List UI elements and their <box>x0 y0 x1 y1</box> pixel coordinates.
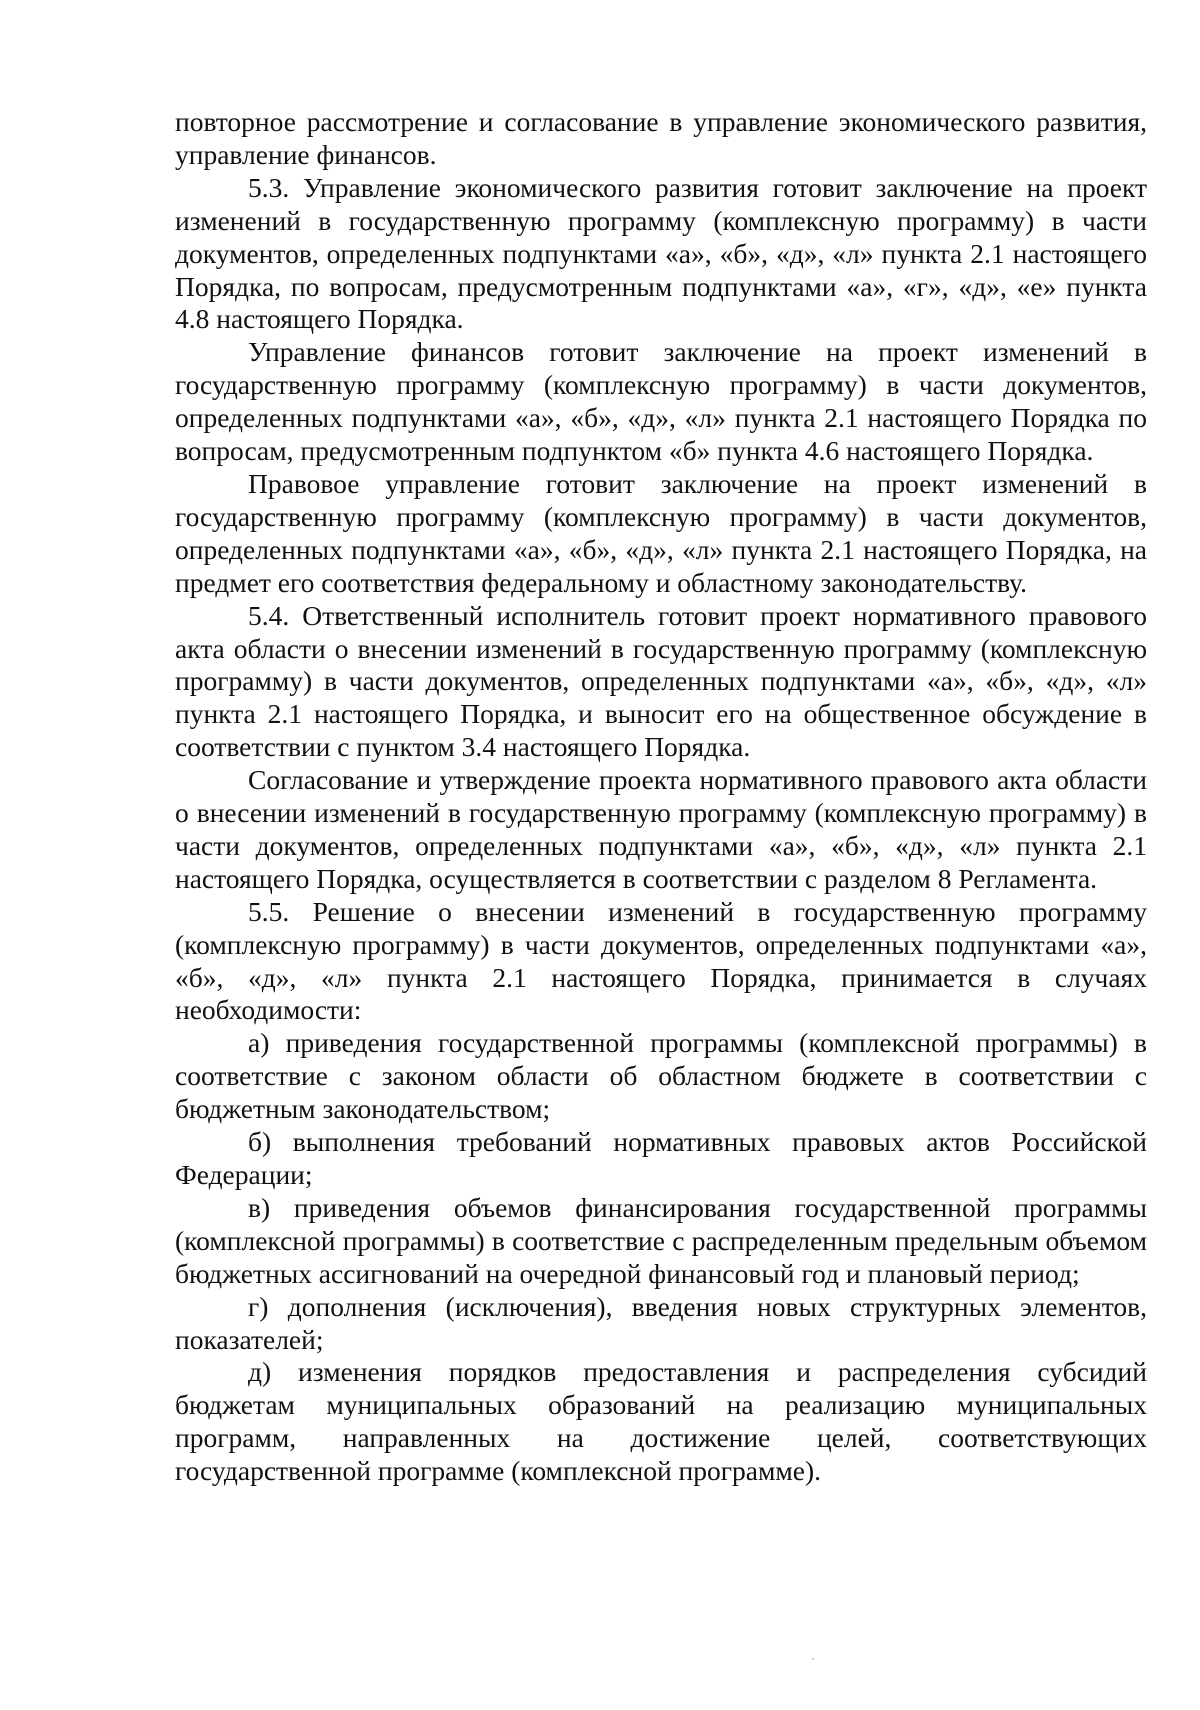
list-item-b: б) выполнения требований нормативных правовых актов Российской Федерации; <box>175 1126 1147 1190</box>
list-item-a: а) приведения государственной программы (комплексной программы) в соответствие с законом области об областном бюджете в соответствии с бюджетным законодательством; <box>175 1027 1147 1125</box>
paragraph-continuation: повторное рассмотрение и согласование в управление экономического развития, управление финансов. <box>175 106 1147 170</box>
paragraph-finance-department: Управление финансов готовит заключение на проект изменений в государственную программу (комплексную программу) в части документов, определенных подпунктами «а», «б», «д», «л» пункта 2.1 настоящего Порядка по вопросам, предусмотренным подпунктом «б» пункта 4.6 настоящего Порядка. <box>175 336 1147 467</box>
paragraph-legal-department: Правовое управление готовит заключение на проект изменений в государственную программу (комплексную программу) в части документов, определенных подпунктами «а», «б», «д», «л» пункта 2.1 настоящего Порядка, на предмет его соответствия федеральному и областному законодательству. <box>175 467 1147 598</box>
paragraph-approval: Согласование и утверждение проекта нормативного правового акта области о внесении изменений в государственную программу (комплексную программу) в части документов, определенных подпунктами «а», «б», «д», «л» пункта 2.1 настоящего Порядка, осуществляется в соответствии с разделом 8 Регламента. <box>175 764 1147 894</box>
list-item-g: г) дополнения (исключения), введения новых структурных элементов, показателей; <box>175 1290 1147 1355</box>
scan-artifact <box>812 1658 814 1660</box>
document-body <box>175 106 1147 1488</box>
paragraph-5-5: 5.5. Решение о внесении изменений в государственную программу (комплексную программу) в части документов, определенных подпунктами «а», «б», «д», «л» пункта 2.1 настоящего Порядка, принимается в случаях необходимости: <box>175 895 1147 1026</box>
list-item-d: д) изменения порядков предоставления и распределения субсидий бюджетам муниципальных образований на реализацию муниципальных программ, направленных на достижение целей, соответствующих государственной программе (комплексной программе). <box>175 1356 1147 1487</box>
list-item-v: в) приведения объемов финансирования государственной программы (комплексной программы) в соответствие с распределенным предельным объемом бюджетных ассигнований на очередной финансовый год и плановый период; <box>175 1191 1147 1289</box>
paragraph-5-3: 5.3. Управление экономического развития готовит заключение на проект изменений в государственную программу (комплексную программу) в части документов, определенных подпунктами «а», «б», «д», «л» пункта 2.1 настоящего Порядка, по вопросам, предусмотренным подпунктами «а», «г», «д», «е» пункта 4.8 настоящего Порядка. <box>175 171 1147 335</box>
paragraph-5-4: 5.4. Ответственный исполнитель готовит проект нормативного правового акта области о внесении изменений в государственную программу (комплексную программу) в части документов, определенных подпунктами «а», «б», «д», «л» пункта 2.1 настоящего Порядка, и выносит его на общественное обсуждение в соответствии с пунктом 3.4 настоящего Порядка. <box>175 599 1147 763</box>
